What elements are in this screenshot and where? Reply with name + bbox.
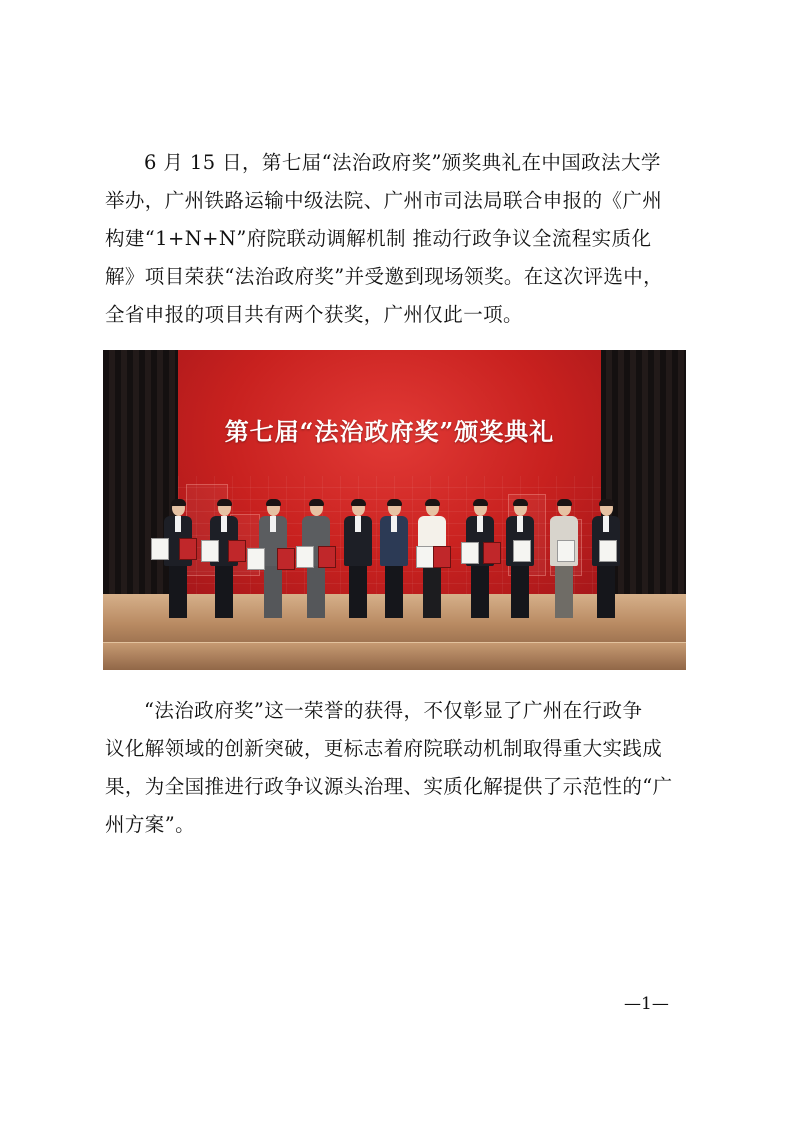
paragraph-line: 解》项目荣获“法治政府奖”并受邀到现场领奖。在这次评选中， — [105, 265, 664, 288]
certificate — [461, 542, 479, 564]
certificate — [247, 548, 265, 570]
award-recipient — [163, 500, 193, 622]
paragraph-line: 议化解领域的创新突破，更标志着府院联动机制取得重大实践成 — [105, 737, 663, 760]
certificate — [433, 546, 451, 568]
certificate — [277, 548, 295, 570]
certificate — [483, 542, 501, 564]
paragraph-line: “法治政府奖”这一荣誉的获得，不仅彰显了广州在行政争 — [144, 699, 643, 722]
award-recipient — [379, 500, 409, 622]
certificate — [179, 538, 197, 560]
paragraph-line: 举办，广州铁路运输中级法院、广州市司法局联合申报的《广州 — [105, 189, 663, 212]
paragraph-line: 全省申报的项目共有两个获奖，广州仅此一项。 — [105, 303, 523, 326]
ceremony-photo — [103, 350, 686, 670]
paragraph-line: 果，为全国推进行政争议源头治理、实质化解提供了示范性的“广 — [105, 775, 673, 798]
certificate — [201, 540, 219, 562]
certificate — [557, 540, 575, 562]
certificate — [318, 546, 336, 568]
paragraph-line: 构建“1+N+N”府院联动调解机制 推动行政争议全流程实质化 — [105, 227, 652, 250]
certificate — [416, 546, 434, 568]
page-number: —1— — [624, 994, 669, 1014]
screen-title: 第七届“法治政府奖”颁奖典礼 — [224, 417, 555, 446]
stage-edge — [103, 642, 686, 670]
certificate — [599, 540, 617, 562]
paragraph-award-significance — [105, 692, 690, 844]
award-recipient — [343, 500, 373, 622]
certificate — [513, 540, 531, 562]
certificate — [151, 538, 169, 560]
certificate — [296, 546, 314, 568]
paragraph-line: 6 月 15 日，第七届“法治政府奖”颁奖典礼在中国政法大学 — [144, 151, 661, 174]
certificate — [228, 540, 246, 562]
paragraph-award-announcement — [105, 144, 690, 334]
paragraph-line: 州方案”。 — [105, 813, 195, 836]
